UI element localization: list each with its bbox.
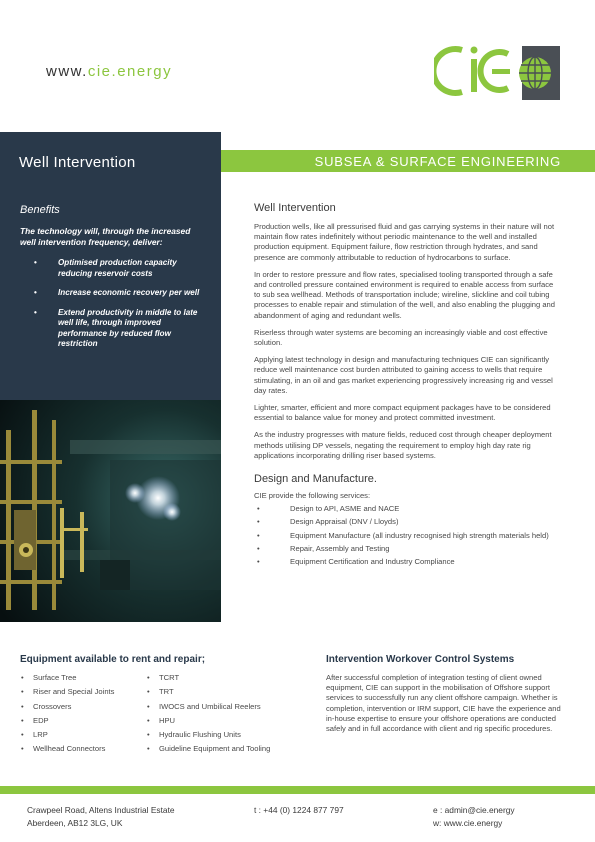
service-item: • Equipment Manufacture (all industry recognised high strength materials held) [254,531,560,541]
benefit-item: • Optimised production capacity reducing reservoir costs [20,258,203,279]
service-item: • Design to API, ASME and NACE [254,504,560,514]
paragraph: Lighter, smarter, efficient and more compact equipment packages have to be considered essential to balance value for money and protect committed investment. [254,403,551,423]
equipment-item: • Wellhead Connectors [20,744,146,754]
page-title: Well Intervention [19,154,136,171]
benefits-heading: Benefits [20,204,60,216]
web-link[interactable]: w: www.cie.energy [433,817,503,828]
services-intro: CIE provide the following services: [254,491,371,501]
service-item: • Equipment Certification and Industry Compliance [254,557,560,567]
iwcs-section [326,654,561,734]
equipment-section [20,654,310,759]
email-link[interactable]: e : admin@cie.energy [433,805,515,815]
equipment-item: • Surface Tree [20,673,146,683]
tagline-band [221,150,595,172]
tagline: SUBSEA & SURFACE ENGINEERING [314,154,561,169]
footer-address [27,804,175,829]
paragraph: Applying latest technology in design and manufacturing techniques CIE can significantly reduce well maintenance cost burden attributed to gaining access to wells that require stimulating, in an oil and gas market experiencing progressively increasing rig and vessel day rates. [254,355,553,395]
footer-contact [433,804,515,829]
paragraph: Production wells, like all pressurised fluid and gas carrying systems in their nature will not maintain flow rates indefinitely without periodic maintenance to the well and installed production equipment. Equipment failure, flow restriction through hydrates, and sand presence are commonly attributable to reduction of hydrocarbons to surface. [254,222,555,262]
benefit-item: • Increase economic recovery per well [20,288,203,299]
service-item: • Repair, Assembly and Testing [254,544,560,554]
service-item: • Design Appraisal (DNV / Lloyds) [254,517,560,527]
equipment-item: • Hydraulic Flushing Units [146,730,270,740]
address-line: Crawpeel Road, Altens Industrial Estate [27,805,175,815]
equipment-item: • TCRT [146,673,270,683]
benefits-panel [0,192,221,400]
design-manufacture-heading: Design and Manufacture. [254,473,377,486]
iwcs-heading: Intervention Workover Control Systems [326,654,515,665]
subsea-equipment-photo [0,400,221,622]
equipment-item: • Crossovers [20,702,146,712]
iwcs-text: After successful completion of integration testing of client owned equipment, CIE can support in the mobilisation of Offshore support services to successfully run any client offshore campaign. Whether is completion, intervention or IRM support, CIE have the experience and in-house expertise to ensure your offshore operations are conducted safely and in full accordance with client and rig specific procedures. [326,673,561,734]
cie-logo [434,42,562,100]
website-url[interactable] [46,63,172,80]
equipment-item: • Guideline Equipment and Tooling [146,744,270,754]
equipment-item: • TRT [146,687,270,697]
paragraph: As the industry progresses with mature fields, reduced cost through cheaper deployment methods utilising DP vessels, negating the requirement to employ high day rate rig applications incorporating drilling riser based systems. [254,430,552,460]
paragraph: In order to restore pressure and flow rates, specialised tooling transported through a safe and controlled pressure contained environment is required to enable access from surface to sub sea wellhead. Methods of transportation include; wireline, slickline and coil tubing processes to enable repair and stimulation of the well, and also enabling the plugging and abandonment of aging and redundant wells. [254,269,555,320]
benefits-lead: The technology will, through the increased well intervention frequency, deliver: [20,226,191,247]
address-line: Aberdeen, AB12 3LG, UK [27,817,123,828]
well-intervention-heading: Well Intervention [254,202,336,214]
equipment-item: • EDP [20,716,146,726]
phone-number[interactable]: t : +44 (0) 1224 877 797 [254,805,344,815]
equipment-heading: Equipment available to rent and repair; [20,654,206,665]
url-prefix: www. [46,63,88,80]
equipment-item: • IWOCS and Umbilical Reelers [146,702,270,712]
url-suffix: .energy [111,63,173,80]
benefit-item: • Extend productivity in middle to late well life, through improved performance by reduced flow restriction [20,308,203,350]
equipment-item: • Riser and Special Joints [20,687,146,697]
equipment-item: • LRP [20,730,146,740]
url-brand: cie [87,63,112,80]
footer-divider [0,786,595,794]
footer-phone [254,804,344,817]
equipment-item: • HPU [146,716,270,726]
title-band [0,132,221,192]
main-content [254,202,560,570]
paragraph: Riserless through water systems are becoming an increasingly viable and cost effective solution. [254,327,548,348]
